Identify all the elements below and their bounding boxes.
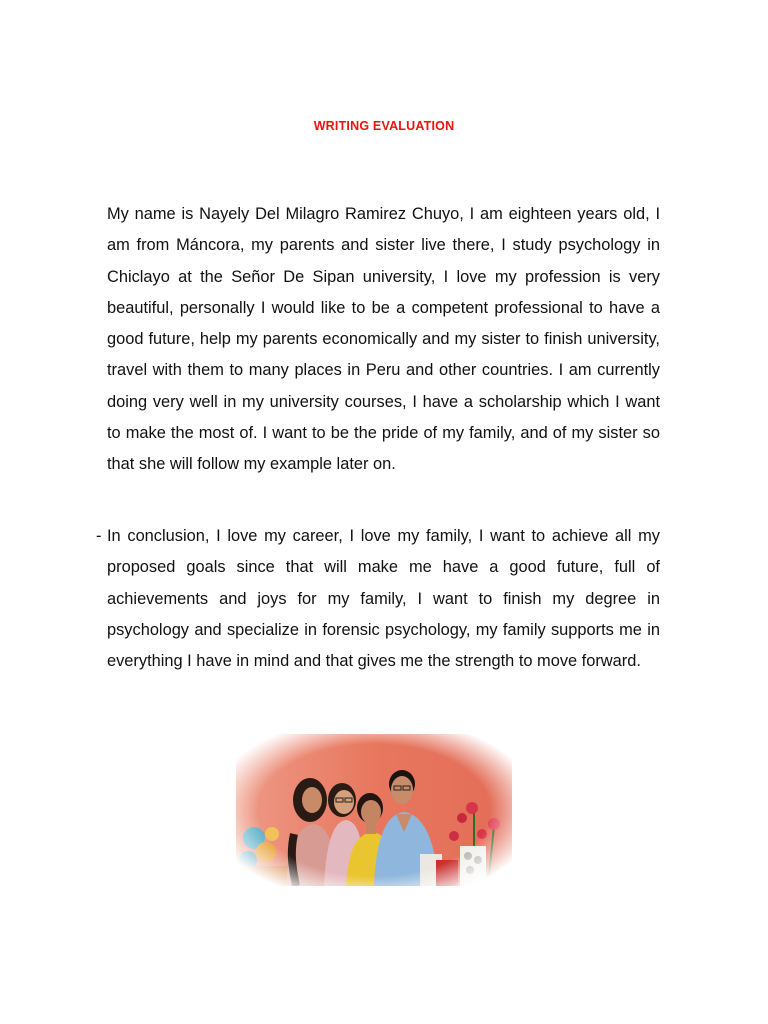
paragraph-dash-marker: - bbox=[96, 527, 102, 545]
family-photo bbox=[236, 734, 512, 886]
paragraph-introduction: My name is Nayely Del Milagro Ramirez Chuyo, I am eighteen years old, I am from Máncora, my parents and sister live there, I study psychology in Chiclayo at the Señor De Sipan university, I love my profession is very beautiful, personally I would like to be a competent professional to have a good future, help my parents economically and my sister to finish university, travel with them to many places in Peru and other countries. I am currently doing very well in my university courses, I have a scholarship which I want to make the most of. I want to be the pride of my family, and of my sister so that she will follow my example later on. bbox=[107, 205, 660, 474]
paragraph-conclusion: In conclusion, I love my career, I love my family, I want to achieve all my proposed goals since that will make me have a good future, full of achievements and joys for my family, I want to finish my degree in psychology and specialize in forensic psychology, my family supports me in everything I have in mind and that gives me the strength to move forward. bbox=[107, 527, 660, 671]
document-title: WRITING EVALUATION bbox=[313, 119, 455, 133]
